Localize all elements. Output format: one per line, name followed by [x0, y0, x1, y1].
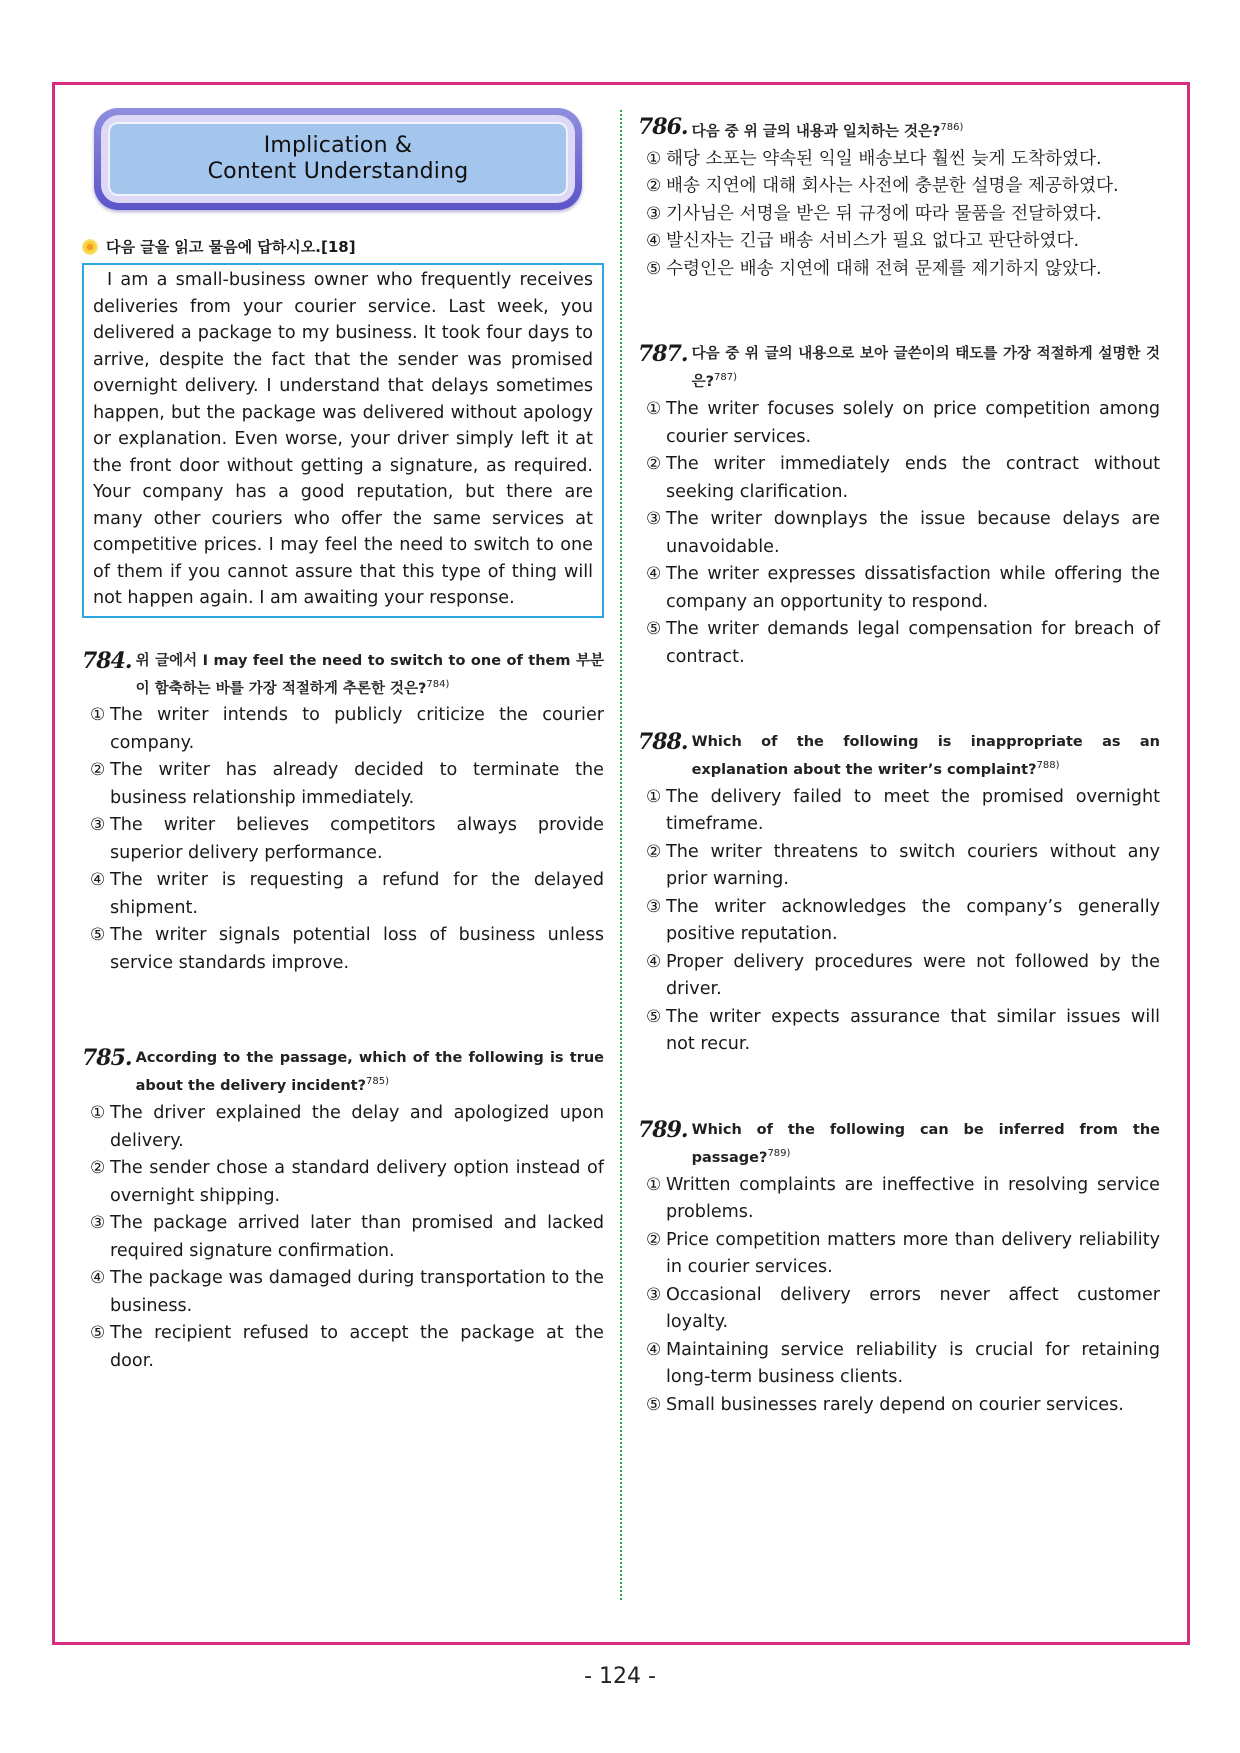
question-788: [638, 731, 1160, 1059]
answer-option-2[interactable]: ② The sender chose a standard delivery option instead of overnight shipping.: [90, 1158, 604, 1206]
footnote-ref: 784): [426, 678, 450, 690]
left-column: [82, 108, 604, 1375]
question-number: 785.: [82, 1045, 132, 1072]
flower-icon: [82, 239, 98, 255]
answer-option-1[interactable]: ① 해당 소포는 약속된 익일 배송보다 훨씬 늦게 도착하였다.: [646, 148, 1102, 169]
answer-option-5[interactable]: ⑤ The writer demands legal compensation for breach of contract.: [646, 619, 1160, 667]
question-number: 787.: [638, 341, 688, 368]
section-title-line-2: Content Understanding: [207, 159, 469, 184]
footnote-ref: 787): [714, 372, 738, 384]
question-stem: According to the passage, which of the following is true about the delivery incident?$^{785)}$: [135, 1050, 604, 1095]
answer-option-4[interactable]: ④ The package was damaged during transportation to the business.: [90, 1268, 604, 1316]
question-786: [638, 116, 1160, 283]
question-stem: 다음 중 위 글의 내용과 일치하는 것은?$^{786)}$: [691, 122, 964, 140]
answer-option-3[interactable]: ③ 기사님은 서명을 받은 뒤 규정에 따라 물품을 전달하였다.: [646, 203, 1102, 224]
answer-option-3[interactable]: ③ The writer acknowledges the company’s generally positive reputation.: [646, 896, 1160, 945]
answer-option-3[interactable]: ③ The writer downplays the issue because delays are unavoidable.: [646, 509, 1160, 557]
instruction-text: 다음 글을 읽고 물음에 답하시오.[18]: [106, 238, 356, 256]
answer-option-1[interactable]: ① The writer focuses solely on price competition among courier services.: [646, 399, 1160, 447]
section-title-line-1: Implication &: [263, 133, 413, 158]
answer-option-2[interactable]: ② The writer immediately ends the contract without seeking clarification.: [646, 454, 1160, 502]
answer-option-2[interactable]: ② The writer has already decided to terminate the business relationship immediately.: [90, 760, 604, 808]
answer-option-5[interactable]: ⑤ The writer expects assurance that similar issues will not recur.: [646, 1006, 1160, 1055]
answer-option-2[interactable]: ② The writer threatens to switch couriers without any prior warning.: [646, 841, 1160, 890]
question-number: 784.: [82, 647, 132, 674]
answer-options: [82, 702, 604, 977]
answer-options: [638, 396, 1160, 671]
column-divider: [620, 110, 622, 1600]
page-number: - 124 -: [584, 1664, 656, 1689]
question-stem: 위 글에서 I may feel the need to switch to one of them 부분이 함축하는 바를 가장 적절하게 추론한 것은?$^{784)}$: [135, 652, 604, 697]
answer-option-4[interactable]: ④ Maintaining service reliability is crucial for retaining long-term business clients.: [646, 1339, 1160, 1388]
footnote-ref: 789): [767, 1147, 791, 1159]
answer-option-1[interactable]: ① The writer intends to publicly criticize the courier company.: [90, 705, 604, 753]
answer-option-3[interactable]: ③ Occasional delivery errors never affect customer loyalty.: [646, 1284, 1160, 1333]
footnote-ref: 788): [1036, 760, 1060, 772]
answer-option-5[interactable]: ⑤ The recipient refused to accept the package at the door.: [90, 1323, 604, 1371]
answer-option-1[interactable]: ① The delivery failed to meet the promised overnight timeframe.: [646, 786, 1160, 835]
question-number: 789.: [638, 1116, 688, 1143]
answer-option-2[interactable]: ② 배송 지연에 대해 회사는 사전에 충분한 설명을 제공하였다.: [646, 176, 1119, 197]
reading-passage: I am a small-business owner who frequently receives deliveries from your courier service. Last week, you delivered a package to my business. It took four days to arrive, despite the fact that the sender was promised overnight delivery. I understand that delays sometimes happen, but the package was delivered without apology or explanation. Even worse, your driver simply left it at the front door without getting a signature, as required. Your company has a good reputation, but there are many other couriers who offer the same services at competitive prices. I may feel the need to switch to one of them if you cannot assure that this type of thing will not happen again. I am awaiting your response.: [82, 263, 604, 618]
question-number: 786.: [638, 114, 688, 140]
answer-options: [638, 1172, 1160, 1420]
answer-option-2[interactable]: ② Price competition matters more than delivery reliability in courier services.: [646, 1229, 1160, 1278]
question-number: 788.: [638, 729, 688, 756]
answer-option-4[interactable]: ④ The writer is requesting a refund for the delayed shipment.: [90, 870, 604, 918]
answer-option-4[interactable]: ④ Proper delivery procedures were not followed by the driver.: [646, 951, 1160, 1000]
answer-option-1[interactable]: ① The driver explained the delay and apologized upon delivery.: [90, 1103, 604, 1151]
answer-option-1[interactable]: ① Written complaints are ineffective in resolving service problems.: [646, 1174, 1160, 1223]
question-stem: Which of the following is inappropriate as an explanation about the writer’s complaint?$^{788)}$: [691, 734, 1160, 778]
answer-options: [638, 146, 1160, 284]
question-787: [638, 343, 1160, 671]
question-789: [638, 1116, 1160, 1419]
right-column: [638, 108, 1160, 1419]
answer-option-5[interactable]: ⑤ The writer signals potential loss of business unless service standards improve.: [90, 925, 604, 973]
answer-option-3[interactable]: ③ The package arrived later than promised and lacked required signature confirmation.: [90, 1213, 604, 1261]
question-784: [82, 647, 604, 978]
question-stem: 다음 중 위 글의 내용으로 보아 글쓴이의 태도를 가장 적절하게 설명한 것은?$^{787)}$: [691, 346, 1160, 391]
answer-options: [638, 784, 1160, 1059]
footnote-ref: 786): [940, 122, 964, 133]
answer-option-4[interactable]: ④ 발신자는 긴급 배송 서비스가 필요 없다고 판단하였다.: [646, 231, 1080, 252]
footnote-ref: 785): [366, 1076, 389, 1088]
question-785: [82, 1047, 604, 1375]
section-title-plate: [94, 108, 582, 210]
answer-options: [82, 1100, 604, 1375]
answer-option-4[interactable]: ④ The writer expresses dissatisfaction while offering the company an opportunity to respond.: [646, 564, 1160, 612]
answer-option-3[interactable]: ③ The writer believes competitors always provide superior delivery performance.: [90, 815, 604, 863]
question-stem: Which of the following can be inferred from the passage?$^{789)}$: [691, 1121, 1160, 1166]
answer-option-5[interactable]: ⑤ Small businesses rarely depend on courier services.: [646, 1394, 1124, 1415]
instruction: [82, 236, 604, 257]
answer-option-5[interactable]: ⑤ 수령인은 배송 지연에 대해 전혀 문제를 제기하지 않았다.: [646, 258, 1102, 279]
